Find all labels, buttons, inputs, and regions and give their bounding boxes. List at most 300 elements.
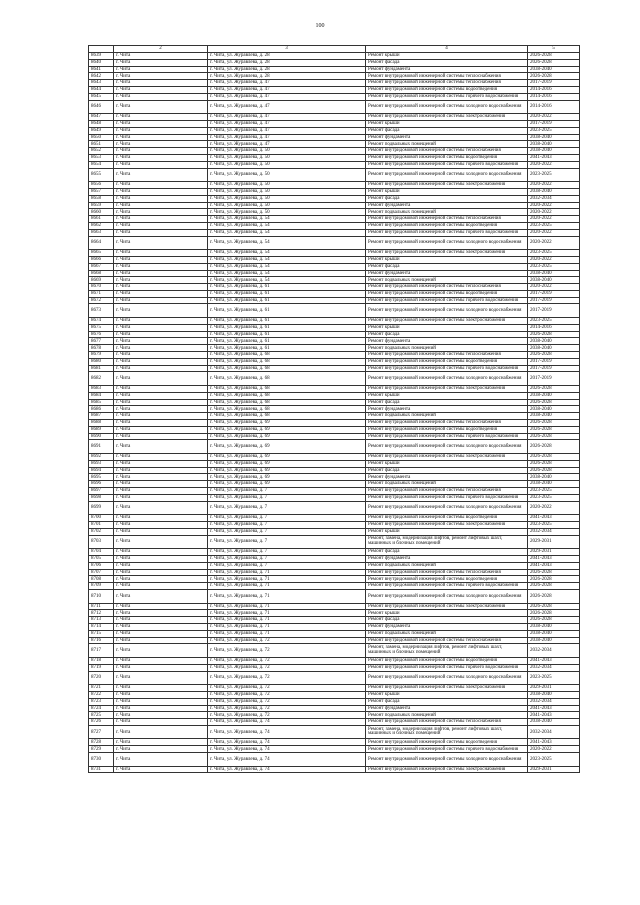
row-number-cell: 8673: [89, 304, 114, 318]
header-cell: 3: [208, 46, 366, 53]
row-number-cell: 8703: [89, 535, 114, 549]
table-row: [89, 372, 580, 386]
row-number-cell: 8659: [89, 202, 114, 209]
period-cell: 2038-2040: [528, 345, 580, 352]
period-cell: 2041-2043: [528, 154, 580, 161]
work-type-cell: Ремонт внутридомовой инженерной системы горячего водоснабжения: [366, 365, 528, 372]
address-cell: г. Чита, ул. Журавлева, д. 7: [208, 501, 366, 515]
table-row: [89, 202, 580, 209]
address-cell: г. Чита, ул. Журавлева, д. 68: [208, 386, 366, 393]
row-number-cell: 8671: [89, 290, 114, 297]
period-cell: 2041-2043: [528, 562, 580, 569]
settlement-cell: г. Чита: [114, 644, 208, 658]
row-number-cell: 8640: [89, 59, 114, 66]
table-row: [89, 80, 580, 87]
table-row: [89, 250, 580, 257]
page-number: 100: [315, 23, 325, 29]
address-cell: г. Чита, ул. Журавлева, д. 50: [208, 195, 366, 202]
period-cell: 2017-2019: [528, 372, 580, 386]
row-number-cell: 8711: [89, 603, 114, 610]
work-type-cell: Ремонт фундамента: [366, 338, 528, 345]
address-cell: г. Чита, ул. Журавлева, д. 72: [208, 664, 366, 671]
row-number-cell: 8718: [89, 657, 114, 664]
address-cell: г. Чита, ул. Журавлева, д. 72: [208, 657, 366, 664]
work-type-cell: Ремонт внутридомовой инженерной системы теплоснабжения: [366, 637, 528, 644]
address-cell: г. Чита, ул. Журавлева, д. 71: [208, 623, 366, 630]
settlement-cell: г. Чита: [114, 685, 208, 692]
period-cell: 2014-2016: [528, 324, 580, 331]
row-number-cell: 8681: [89, 365, 114, 372]
address-cell: г. Чита, ул. Журавлева, д. 54: [208, 216, 366, 223]
table-row: [89, 623, 580, 630]
settlement-cell: г. Чита: [114, 372, 208, 386]
settlement-cell: г. Чита: [114, 73, 208, 80]
settlement-cell: г. Чита: [114, 610, 208, 617]
period-cell: 2023-2025: [528, 671, 580, 685]
row-number-cell: 8668: [89, 270, 114, 277]
work-type-cell: Ремонт внутридомовой инженерной системы электроснабжения: [366, 386, 528, 393]
work-schedule-table: [88, 45, 580, 773]
row-number-cell: 8639: [89, 53, 114, 60]
settlement-cell: г. Чита: [114, 698, 208, 705]
period-cell: 2032-2034: [528, 698, 580, 705]
table-row: [89, 440, 580, 454]
settlement-cell: г. Чита: [114, 576, 208, 583]
table-row: [89, 297, 580, 304]
settlement-cell: г. Чита: [114, 739, 208, 746]
period-cell: 2026-2028: [528, 352, 580, 359]
period-cell: 2017-2019: [528, 120, 580, 127]
table-row: [89, 433, 580, 440]
table-row: [89, 406, 580, 413]
work-type-cell: Ремонт внутридомовой инженерной системы горячего водоснабжения: [366, 494, 528, 501]
address-cell: г. Чита, ул. Журавлева, д. 69: [208, 426, 366, 433]
settlement-cell: г. Чита: [114, 141, 208, 148]
work-type-cell: Ремонт внутридомовой инженерной системы холодного водоснабжения: [366, 440, 528, 454]
row-number-cell: 8645: [89, 93, 114, 100]
table-row: [89, 277, 580, 284]
row-number-cell: 8710: [89, 589, 114, 603]
settlement-cell: г. Чита: [114, 712, 208, 719]
table-row: [89, 195, 580, 202]
period-cell: 2026-2028: [528, 576, 580, 583]
work-type-cell: Ремонт крыши: [366, 188, 528, 195]
row-number-cell: 8707: [89, 569, 114, 576]
work-type-cell: Ремонт внутридомовой инженерной системы водоотведения: [366, 358, 528, 365]
table-row: [89, 188, 580, 195]
period-cell: 2029-2031: [528, 685, 580, 692]
period-cell: 2026-2028: [528, 589, 580, 603]
address-cell: г. Чита, ул. Журавлева, д. 7: [208, 555, 366, 562]
table-row: [89, 712, 580, 719]
table-row: [89, 386, 580, 393]
address-cell: г. Чита, ул. Журавлева, д. 47: [208, 134, 366, 141]
period-cell: 2020-2022: [528, 501, 580, 515]
settlement-cell: г. Чита: [114, 630, 208, 637]
settlement-cell: г. Чита: [114, 338, 208, 345]
period-cell: 2038-2040: [528, 66, 580, 73]
settlement-cell: г. Чита: [114, 202, 208, 209]
row-number-cell: 8658: [89, 195, 114, 202]
work-type-cell: Ремонт внутридомовой инженерной системы теплоснабжения: [366, 80, 528, 87]
address-cell: г. Чита, ул. Журавлева, д. 50: [208, 182, 366, 189]
address-cell: г. Чита, ул. Журавлева, д. 28: [208, 66, 366, 73]
row-number-cell: 8692: [89, 454, 114, 461]
address-cell: г. Чита, ул. Журавлева, д. 61: [208, 304, 366, 318]
address-cell: г. Чита, ул. Журавлева, д. 69: [208, 433, 366, 440]
table-row: [89, 705, 580, 712]
table-row: [89, 474, 580, 481]
address-cell: г. Чита, ул. Журавлева, д. 61: [208, 345, 366, 352]
row-number-cell: 8700: [89, 515, 114, 522]
settlement-cell: г. Чита: [114, 454, 208, 461]
settlement-cell: г. Чита: [114, 664, 208, 671]
period-cell: 2038-2040: [528, 277, 580, 284]
table-row: [89, 521, 580, 528]
row-number-cell: 8684: [89, 392, 114, 399]
table-row: [89, 426, 580, 433]
row-number-cell: 8680: [89, 358, 114, 365]
settlement-cell: г. Чита: [114, 209, 208, 216]
address-cell: г. Чита, ул. Журавлева, д. 68: [208, 406, 366, 413]
table-row: [89, 725, 580, 739]
period-cell: 2020-2022: [528, 202, 580, 209]
period-cell: 2038-2040: [528, 392, 580, 399]
settlement-cell: г. Чита: [114, 555, 208, 562]
work-type-cell: Ремонт внутридомовой инженерной системы водоотведения: [366, 576, 528, 583]
address-cell: г. Чита, ул. Журавлева, д. 69: [208, 420, 366, 427]
row-number-cell: 8686: [89, 406, 114, 413]
period-cell: 2026-2028: [528, 617, 580, 624]
settlement-cell: г. Чита: [114, 114, 208, 121]
table-row: [89, 583, 580, 590]
address-cell: г. Чита, ул. Журавлева, д. 68: [208, 352, 366, 359]
address-cell: г. Чита, ул. Журавлева, д. 54: [208, 270, 366, 277]
work-type-cell: Ремонт фундамента: [366, 623, 528, 630]
row-number-cell: 8725: [89, 712, 114, 719]
address-cell: г. Чита, ул. Журавлева, д. 47: [208, 120, 366, 127]
period-cell: 2041-2043: [528, 555, 580, 562]
work-type-cell: Ремонт внутридомовой инженерной системы электроснабжения: [366, 250, 528, 257]
table-row: [89, 719, 580, 726]
settlement-cell: г. Чита: [114, 691, 208, 698]
period-cell: 2020-2022: [528, 236, 580, 250]
table-row: [89, 671, 580, 685]
row-number-cell: 8729: [89, 746, 114, 753]
work-type-cell: Ремонт внутридомовой инженерной системы горячего водоснабжения: [366, 93, 528, 100]
table-body: [89, 53, 580, 773]
work-type-cell: Ремонт внутридомовой инженерной системы электроснабжения: [366, 521, 528, 528]
address-cell: г. Чита, ул. Журавлева, д. 61: [208, 324, 366, 331]
address-cell: г. Чита, ул. Журавлева, д. 54: [208, 263, 366, 270]
period-cell: 2026-2028: [528, 454, 580, 461]
address-cell: г. Чита, ул. Журавлева, д. 7: [208, 562, 366, 569]
table-row: [89, 345, 580, 352]
row-number-cell: 8666: [89, 256, 114, 263]
settlement-cell: г. Чита: [114, 426, 208, 433]
table-row: [89, 93, 580, 100]
row-number-cell: 8702: [89, 528, 114, 535]
table-row: [89, 134, 580, 141]
settlement-cell: г. Чита: [114, 392, 208, 399]
table-row: [89, 114, 580, 121]
period-cell: 2020-2022: [528, 256, 580, 263]
address-cell: г. Чита, ул. Журавлева, д. 7: [208, 521, 366, 528]
row-number-cell: 8688: [89, 420, 114, 427]
address-cell: г. Чита, ул. Журавлева, д. 7: [208, 494, 366, 501]
period-cell: 2023-2025: [528, 494, 580, 501]
row-number-cell: 8717: [89, 644, 114, 658]
settlement-cell: г. Чита: [114, 488, 208, 495]
period-cell: 2041-2043: [528, 712, 580, 719]
period-cell: 2017-2019: [528, 297, 580, 304]
work-type-cell: Ремонт внутридомовой инженерной системы водоотведения: [366, 739, 528, 746]
period-cell: 2020-2022: [528, 161, 580, 168]
settlement-cell: г. Чита: [114, 195, 208, 202]
work-type-cell: Ремонт внутридомовой инженерной системы холодного водоснабжения: [366, 372, 528, 386]
table-row: [89, 467, 580, 474]
address-cell: г. Чита, ул. Журавлева, д. 71: [208, 583, 366, 590]
table-row: [89, 739, 580, 746]
period-cell: 2041-2043: [528, 705, 580, 712]
work-type-cell: Ремонт внутридомовой инженерной системы горячего водоснабжения: [366, 297, 528, 304]
row-number-cell: 8690: [89, 433, 114, 440]
period-cell: 2038-2040: [528, 270, 580, 277]
settlement-cell: г. Чита: [114, 229, 208, 236]
work-type-cell: Ремонт внутридомовой инженерной системы теплоснабжения: [366, 216, 528, 223]
period-cell: 2014-2016: [528, 86, 580, 93]
address-cell: г. Чита, ул. Журавлева, д. 28: [208, 53, 366, 60]
table-row: [89, 392, 580, 399]
settlement-cell: г. Чита: [114, 53, 208, 60]
table-row: [89, 127, 580, 134]
settlement-cell: г. Чита: [114, 494, 208, 501]
header-cell: 4: [366, 46, 528, 53]
settlement-cell: г. Чита: [114, 263, 208, 270]
table-row: [89, 86, 580, 93]
row-number-cell: 8661: [89, 216, 114, 223]
settlement-cell: г. Чита: [114, 304, 208, 318]
row-number-cell: 8643: [89, 80, 114, 87]
work-type-cell: Ремонт фасада: [366, 331, 528, 338]
work-type-cell: Ремонт подвальных помещений: [366, 209, 528, 216]
settlement-cell: г. Чита: [114, 535, 208, 549]
table-row: [89, 331, 580, 338]
table-row: [89, 263, 580, 270]
table-row: [89, 154, 580, 161]
table-row: [89, 352, 580, 359]
work-type-cell: Ремонт внутридомовой инженерной системы горячего водоснабжения: [366, 433, 528, 440]
work-type-cell: Ремонт крыши: [366, 256, 528, 263]
header-cell: 2: [114, 46, 208, 53]
period-cell: 2026-2028: [528, 53, 580, 60]
work-type-cell: Ремонт внутридомовой инженерной системы теплоснабжения: [366, 569, 528, 576]
period-cell: 2023-2025: [528, 222, 580, 229]
work-type-cell: Ремонт фундамента: [366, 134, 528, 141]
row-number-cell: 8719: [89, 664, 114, 671]
settlement-cell: г. Чита: [114, 86, 208, 93]
row-number-cell: 8683: [89, 386, 114, 393]
address-cell: г. Чита, ул. Журавлева, д. 74: [208, 719, 366, 726]
row-number-cell: 8650: [89, 134, 114, 141]
period-cell: 2017-2019: [528, 80, 580, 87]
table-row: [89, 637, 580, 644]
settlement-cell: г. Чита: [114, 134, 208, 141]
settlement-cell: г. Чита: [114, 386, 208, 393]
row-number-cell: 8642: [89, 73, 114, 80]
settlement-cell: г. Чита: [114, 331, 208, 338]
address-cell: г. Чита, ул. Журавлева, д. 68: [208, 365, 366, 372]
settlement-cell: г. Чита: [114, 705, 208, 712]
period-cell: 2026-2028: [528, 610, 580, 617]
work-type-cell: Ремонт внутридомовой инженерной системы водоотведения: [366, 515, 528, 522]
address-cell: г. Чита, ул. Журавлева, д. 72: [208, 698, 366, 705]
row-number-cell: 8663: [89, 229, 114, 236]
address-cell: г. Чита, ул. Журавлева, д. 72: [208, 685, 366, 692]
table-row: [89, 148, 580, 155]
period-cell: 2017-2019: [528, 365, 580, 372]
period-cell: 2038-2040: [528, 630, 580, 637]
period-cell: 2026-2028: [528, 440, 580, 454]
period-cell: 2023-2025: [528, 521, 580, 528]
work-type-cell: Ремонт фундамента: [366, 270, 528, 277]
period-cell: 2026-2028: [528, 426, 580, 433]
row-number-cell: 8693: [89, 460, 114, 467]
period-cell: 2026-2028: [528, 73, 580, 80]
settlement-cell: г. Чита: [114, 406, 208, 413]
table-row: [89, 698, 580, 705]
row-number-cell: 8685: [89, 399, 114, 406]
address-cell: г. Чита, ул. Журавлева, д. 54: [208, 229, 366, 236]
row-number-cell: 8655: [89, 168, 114, 182]
period-cell: 2038-2040: [528, 413, 580, 420]
settlement-cell: г. Чита: [114, 161, 208, 168]
period-cell: 2026-2028: [528, 420, 580, 427]
work-type-cell: Ремонт фасада: [366, 467, 528, 474]
row-number-cell: 8651: [89, 141, 114, 148]
row-number-cell: 8657: [89, 188, 114, 195]
address-cell: г. Чита, ул. Журавлева, д. 47: [208, 86, 366, 93]
settlement-cell: г. Чита: [114, 467, 208, 474]
period-cell: 2017-2019: [528, 304, 580, 318]
address-cell: г. Чита, ул. Журавлева, д. 61: [208, 318, 366, 325]
row-number-cell: 8667: [89, 263, 114, 270]
table-row: [89, 766, 580, 773]
period-cell: 2023-2025: [528, 753, 580, 767]
work-type-cell: Ремонт подвальных помещений: [366, 277, 528, 284]
table-row: [89, 318, 580, 325]
address-cell: г. Чита, ул. Журавлева, д. 72: [208, 712, 366, 719]
work-type-cell: Ремонт внутридомовой инженерной системы теплоснабжения: [366, 420, 528, 427]
settlement-cell: г. Чита: [114, 481, 208, 488]
work-type-cell: Ремонт внутридомовой инженерной системы горячего водоснабжения: [366, 746, 528, 753]
work-type-cell: Ремонт подвальных помещений: [366, 345, 528, 352]
work-type-cell: Ремонт, замена, модернизация лифтов, ремонт лифтовых шахт, машинных и блочных помещений: [366, 644, 528, 658]
work-type-cell: Ремонт крыши: [366, 528, 528, 535]
table-row: [89, 66, 580, 73]
address-cell: г. Чита, ул. Журавлева, д. 47: [208, 100, 366, 114]
address-cell: г. Чита, ул. Журавлева, д. 68: [208, 392, 366, 399]
address-cell: г. Чита, ул. Журавлева, д. 69: [208, 454, 366, 461]
row-number-cell: 8730: [89, 753, 114, 767]
address-cell: г. Чита, ул. Журавлева, д. 71: [208, 569, 366, 576]
period-cell: 2032-2034: [528, 664, 580, 671]
address-cell: г. Чита, ул. Журавлева, д. 61: [208, 338, 366, 345]
table-row: [89, 569, 580, 576]
settlement-cell: г. Чита: [114, 80, 208, 87]
table-row: [89, 630, 580, 637]
address-cell: г. Чита, ул. Журавлева, д. 74: [208, 753, 366, 767]
work-type-cell: Ремонт крыши: [366, 392, 528, 399]
period-cell: 2032-2034: [528, 195, 580, 202]
row-number-cell: 8672: [89, 297, 114, 304]
row-number-cell: 8714: [89, 623, 114, 630]
work-type-cell: Ремонт крыши: [366, 324, 528, 331]
period-cell: 2014-2016: [528, 93, 580, 100]
settlement-cell: г. Чита: [114, 569, 208, 576]
table-row: [89, 270, 580, 277]
table-row: [89, 304, 580, 318]
period-cell: 2014-2016: [528, 100, 580, 114]
work-type-cell: Ремонт внутридомовой инженерной системы холодного водоснабжения: [366, 100, 528, 114]
work-type-cell: Ремонт внутридомовой инженерной системы электроснабжения: [366, 114, 528, 121]
period-cell: 2017-2019: [528, 290, 580, 297]
period-cell: 2029-2031: [528, 766, 580, 773]
settlement-cell: г. Чита: [114, 236, 208, 250]
period-cell: 2023-2025: [528, 263, 580, 270]
work-type-cell: Ремонт внутридомовой инженерной системы электроснабжения: [366, 603, 528, 610]
work-type-cell: Ремонт фундамента: [366, 406, 528, 413]
work-type-cell: Ремонт крыши: [366, 460, 528, 467]
settlement-cell: г. Чита: [114, 318, 208, 325]
table-row: [89, 338, 580, 345]
table-row: [89, 589, 580, 603]
work-type-cell: Ремонт внутридомовой инженерной системы водоотведения: [366, 657, 528, 664]
table-row: [89, 501, 580, 515]
settlement-cell: г. Чита: [114, 66, 208, 73]
table-row: [89, 691, 580, 698]
table-row: [89, 141, 580, 148]
period-cell: 2032-2034: [528, 528, 580, 535]
address-cell: г. Чита, ул. Журавлева, д. 7: [208, 549, 366, 556]
work-type-cell: Ремонт крыши: [366, 53, 528, 60]
work-type-cell: Ремонт внутридомовой инженерной системы электроснабжения: [366, 182, 528, 189]
period-cell: 2026-2028: [528, 583, 580, 590]
row-number-cell: 8691: [89, 440, 114, 454]
period-cell: 2023-2025: [528, 488, 580, 495]
table-row: [89, 161, 580, 168]
address-cell: г. Чита, ул. Журавлева, д. 7: [208, 535, 366, 549]
row-number-cell: 8724: [89, 705, 114, 712]
work-type-cell: Ремонт подвальных помещений: [366, 712, 528, 719]
table-row: [89, 753, 580, 767]
address-cell: г. Чита, ул. Журавлева, д. 68: [208, 372, 366, 386]
work-type-cell: Ремонт, замена, модернизация лифтов, ремонт лифтовых шахт, машинных и блочных помещений: [366, 725, 528, 739]
period-cell: 2026-2028: [528, 59, 580, 66]
period-cell: 2029-2031: [528, 549, 580, 556]
row-number-cell: 8720: [89, 671, 114, 685]
work-type-cell: Ремонт фасада: [366, 59, 528, 66]
settlement-cell: г. Чита: [114, 474, 208, 481]
table-row: [89, 284, 580, 291]
settlement-cell: г. Чита: [114, 753, 208, 767]
table-row: [89, 562, 580, 569]
work-type-cell: Ремонт внутридомовой инженерной системы холодного водоснабжения: [366, 168, 528, 182]
table-row: [89, 685, 580, 692]
period-cell: 2026-2028: [528, 386, 580, 393]
row-number-cell: 8669: [89, 277, 114, 284]
row-number-cell: 8647: [89, 114, 114, 121]
